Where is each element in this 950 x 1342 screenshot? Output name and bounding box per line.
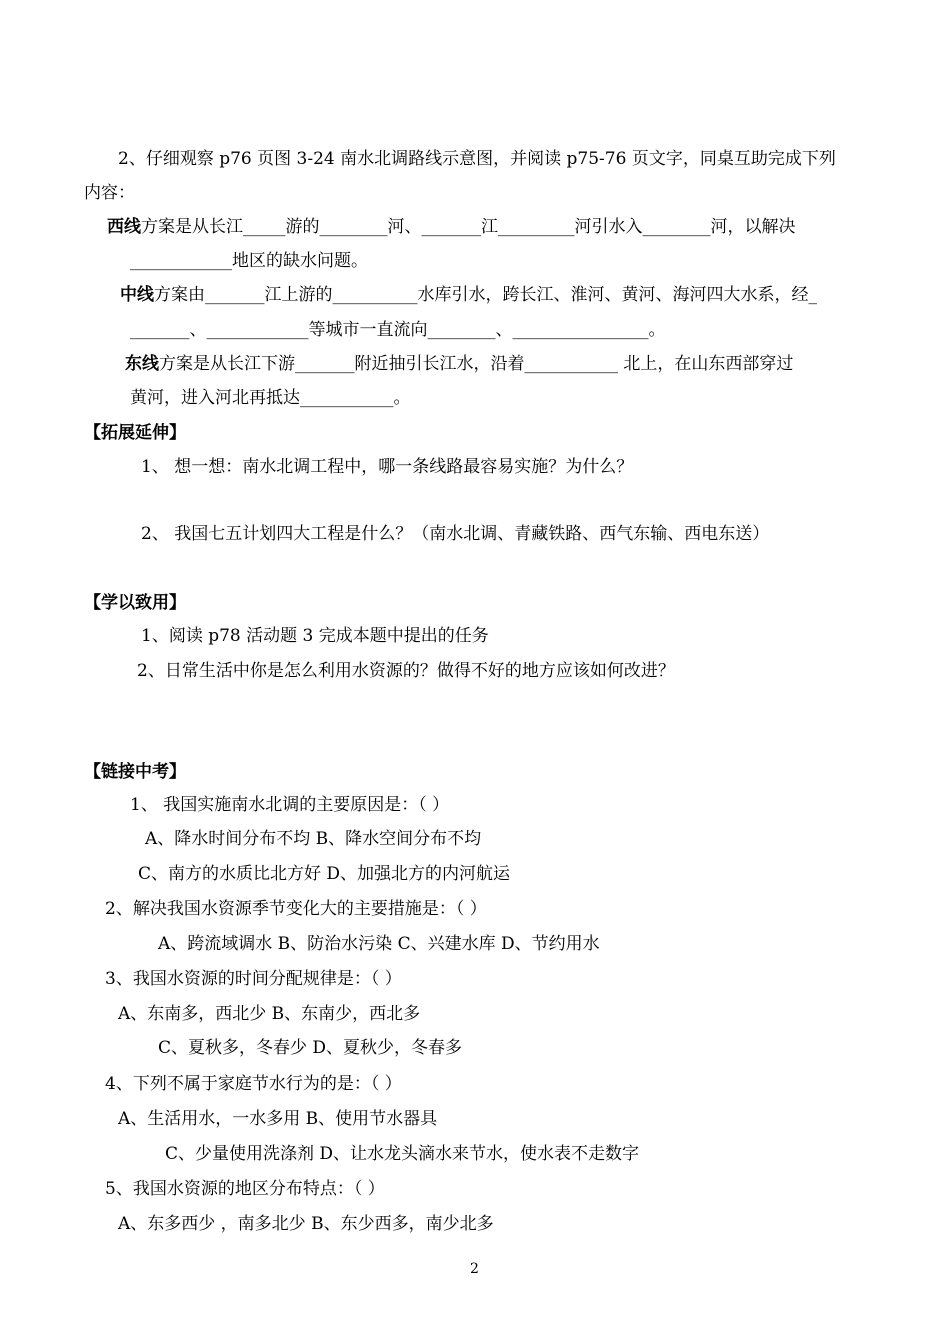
- west-route-line1: [107, 216, 796, 238]
- extend-heading: 【拓展延伸】: [84, 423, 186, 443]
- middle-route-line1: [120, 284, 817, 306]
- exam-heading: 【链接中考】: [84, 762, 186, 782]
- extend-question-1: 1、 想一想：南水北调工程中，哪一条线路最容易实施？为什么？: [141, 457, 634, 477]
- exam-question-1: 1、 我国实施南水北调的主要原因是：（ ）: [130, 795, 450, 815]
- middle-route-label: 中线: [120, 285, 154, 305]
- apply-heading: 【学以致用】: [84, 593, 186, 613]
- extend-question-2: 2、 我国七五计划四大工程是什么？（南水北调、青藏铁路、西气东输、西电东送）: [141, 524, 770, 544]
- exam-q3-options-cd: C、夏秋多，冬春少 D、夏秋少，冬春多: [158, 1038, 463, 1058]
- east-route-text2: 黄河，进入河北再抵达___________。: [130, 388, 411, 408]
- apply-question-1: 1、阅读 p78 活动题 3 完成本题中提出的任务: [141, 626, 489, 646]
- exam-q5-options-ab: A、东多西少 ，南多北少 B、东少西多，南少北多: [118, 1214, 494, 1234]
- exam-question-5: 5、我国水资源的地区分布特点：（ ）: [105, 1179, 385, 1199]
- middle-route-text1: 方案由_______江上游的__________水库引水，跨长江、淮河、黄河、海河四大水系，经_: [154, 285, 817, 305]
- exam-question-3: 3、我国水资源的时间分配规律是：（ ）: [105, 969, 402, 989]
- exam-q3-options-ab: A、东南多，西北少 B、东南少，西北多: [118, 1004, 421, 1024]
- exam-q4-options-ab: A、生活用水，一水多用 B、使用节水器具: [118, 1109, 438, 1129]
- exam-q1-options-ab: A、降水时间分布不均 B、降水空间分布不均: [145, 829, 482, 849]
- west-route-text1: 方案是从长江_____游的________河、_______江_________河引水入________河，以解决: [141, 217, 796, 237]
- east-route-line1: [125, 353, 793, 375]
- apply-question-2: 2、日常生活中你是怎么利用水资源的？做得不好的地方应该如何改进？: [137, 661, 675, 681]
- exam-question-2: 2、解决我国水资源季节变化大的主要措施是：（ ）: [105, 899, 487, 919]
- page-number: 2: [470, 1261, 479, 1277]
- east-route-text1: 方案是从长江下游_______附近抽引长江水，沿着___________ 北上，在山东西部穿过: [159, 354, 794, 374]
- task2-intro-line1: 2、仔细观察 p76 页图 3-24 南水北调路线示意图，并阅读 p75-76 页文字，同桌互助完成下列: [118, 149, 836, 169]
- exam-q2-options: A、跨流域调水 B、防治水污染 C、兴建水库 D、节约用水: [158, 934, 600, 954]
- west-route-text2: ____________地区的缺水问题。: [130, 251, 368, 271]
- task2-intro-line2: 内容：: [84, 183, 135, 203]
- east-route-label: 东线: [125, 354, 159, 374]
- exam-q4-options-cd: C、少量使用洗涤剂 D、让水龙头滴水来节水，使水表不走数字: [165, 1144, 640, 1164]
- west-route-label: 西线: [107, 217, 141, 237]
- middle-route-text2: _______、____________等城市一直流向________、________________。: [130, 320, 666, 340]
- exam-q1-options-cd: C、南方的水质比北方好 D、加强北方的内河航运: [138, 864, 511, 884]
- exam-question-4: 4、下列不属于家庭节水行为的是：（ ）: [105, 1074, 402, 1094]
